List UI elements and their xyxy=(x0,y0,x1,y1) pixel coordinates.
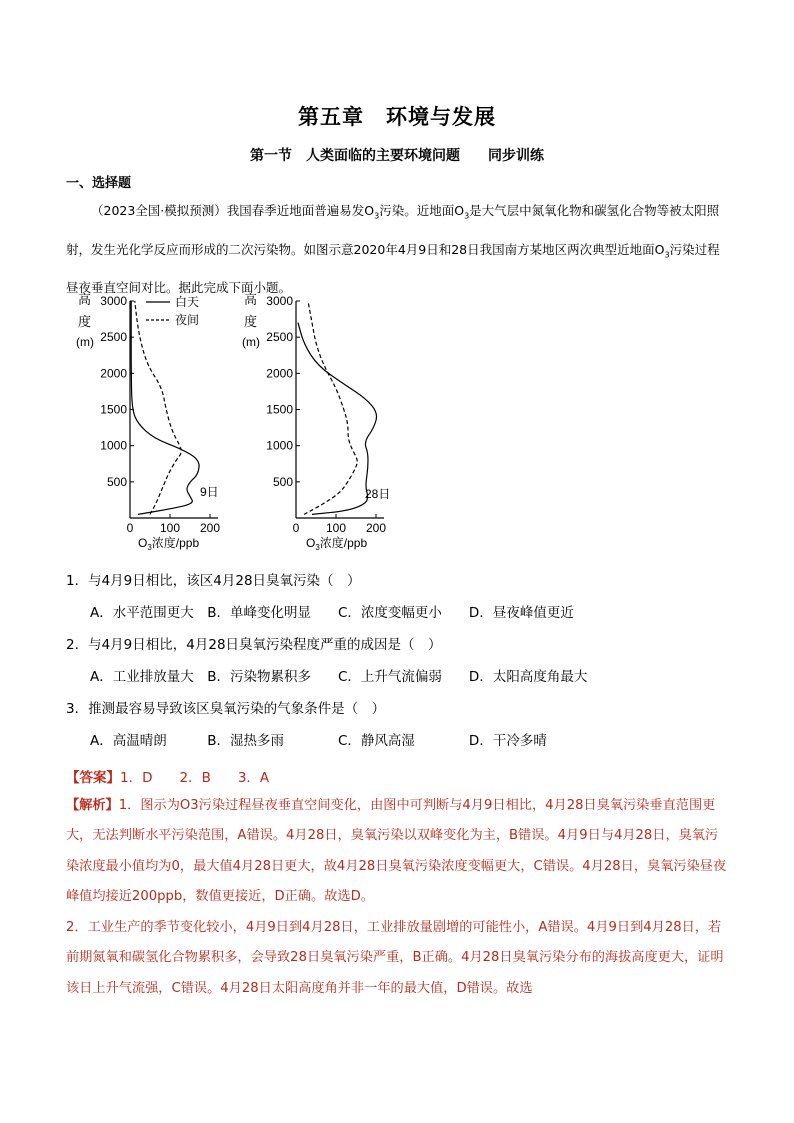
y-tick-label: 2000 xyxy=(266,366,293,381)
night-curve xyxy=(304,301,357,514)
analysis-label: 【解析】 xyxy=(66,798,119,813)
section-heading: 一、选择题 xyxy=(66,176,132,191)
analysis-2: 2．工业生产的季节变化较小，4月9日到4月28日，工业排放量剧增的可能性小，A错误。4月9日到4月28日，若前期氮氧和碳氢化合物累积多，会导致28日臭氧污染严重，B正确。4月28日臭氧污染分布的海拔高度更大，证明该日上升气流强，C错误。4月28日太阳高度角并非一年的最大值，D错误。故选 xyxy=(66,920,724,996)
y-label-1: 高 xyxy=(78,292,92,307)
legend-night-label: 夜间 xyxy=(175,313,200,327)
panel-2-label: 28日 xyxy=(365,487,391,501)
night-curve xyxy=(135,301,181,514)
x-tick-label: 0 xyxy=(126,521,134,535)
y-tick-label: 500 xyxy=(272,474,293,489)
y-tick-label: 1000 xyxy=(100,438,127,453)
y-tick-label: 1500 xyxy=(100,402,127,417)
x-axis-label-2: $O_3$浓度/ppb xyxy=(306,536,368,552)
x-axis-label-1: $O_3$浓度/ppb xyxy=(138,536,200,552)
page-subtitle: 第一节 人类面临的主要环境问题 同步训练 xyxy=(250,148,544,164)
y-tick-label: 3000 xyxy=(266,294,293,308)
question-2: 2．与4月9日相比，4月28日臭氧污染程度严重的成因是（ ） xyxy=(66,637,442,653)
question-1: 1．与4月9日相比，该区4月28日臭氧污染（ ） xyxy=(66,573,361,589)
x-tick-label: 200 xyxy=(199,521,221,535)
y-tick-label: 2500 xyxy=(266,330,293,345)
y-tick-label: 2500 xyxy=(100,330,127,345)
answer-label: 【答案】 xyxy=(66,770,120,786)
x-tick-label: 0 xyxy=(292,521,300,535)
page-title: 第五章 环境与发展 xyxy=(298,105,496,129)
x-tick-label: 100 xyxy=(325,521,347,535)
y-tick-label: 1500 xyxy=(266,402,293,417)
y-label-2-b: 度 xyxy=(244,314,258,329)
answer-line xyxy=(66,766,269,786)
ozone-profile-figure xyxy=(60,288,400,553)
y-tick-label: 2000 xyxy=(100,366,127,381)
x-tick-label: 100 xyxy=(159,521,181,535)
y-tick-label: 1000 xyxy=(266,438,293,453)
legend-day-label: 白天 xyxy=(175,295,200,309)
question-3-options: A．高温晴朗 B．湿热多雨 C．静风高湿 D．干冷多晴 xyxy=(90,733,547,749)
question-2-options: A．工业排放量大 B．污染物累积多 C．上升气流偏弱 D．太阳高度角最大 xyxy=(90,669,588,685)
y-tick-label: 500 xyxy=(106,474,127,489)
x-tick-label: 200 xyxy=(365,521,387,535)
answer-text: 1．D 2．B 3．A xyxy=(120,770,270,786)
day-curve xyxy=(298,323,377,515)
question-1-options: A．水平范围更大 B．单峰变化明显 C．浓度变幅更小 D．昼夜峰值更近 xyxy=(90,605,574,621)
y-label-1-b: 高 xyxy=(244,292,258,307)
y-label-2: 度 xyxy=(78,314,92,329)
intro-paragraph: （2023全国·模拟预测）我国春季近地面普遍易发$O_3$污染。近地面$O_3$是大气层中氮氧化物和碳氢化合物等被太阳照射，发生光化学反应而形成的二次污染物。如图示意2020年4月9日和28日我国南方某地区两次典型近地面$O_3$污染过程昼夜垂直空间对比。据此完成下面小题。 xyxy=(66,203,720,295)
analysis-1: 【解析】1．图示为O3污染过程昼夜垂直空间变化，由图中可判断与4月9日相比，4月28日臭氧污染垂直范围更大，无法判断水平污染范围，A错误。4月28日，臭氧污染以双峰变化为主，B错误。4月9日与4月28日，臭氧污染浓度最小值均为0，最大值4月28日更大，故4月28日臭氧污染浓度变幅更大，C错误。4月28日，臭氧污染昼夜峰值均接近200ppb，数值更接近，D正确。故选D。 xyxy=(66,798,727,904)
y-unit-b: (m) xyxy=(242,335,260,349)
question-3: 3．推测最容易导致该区臭氧污染的气象条件是（ ） xyxy=(66,701,386,717)
panel-1-label: 9日 xyxy=(200,485,219,499)
y-unit: (m) xyxy=(76,335,94,349)
y-tick-label: 3000 xyxy=(100,294,127,308)
